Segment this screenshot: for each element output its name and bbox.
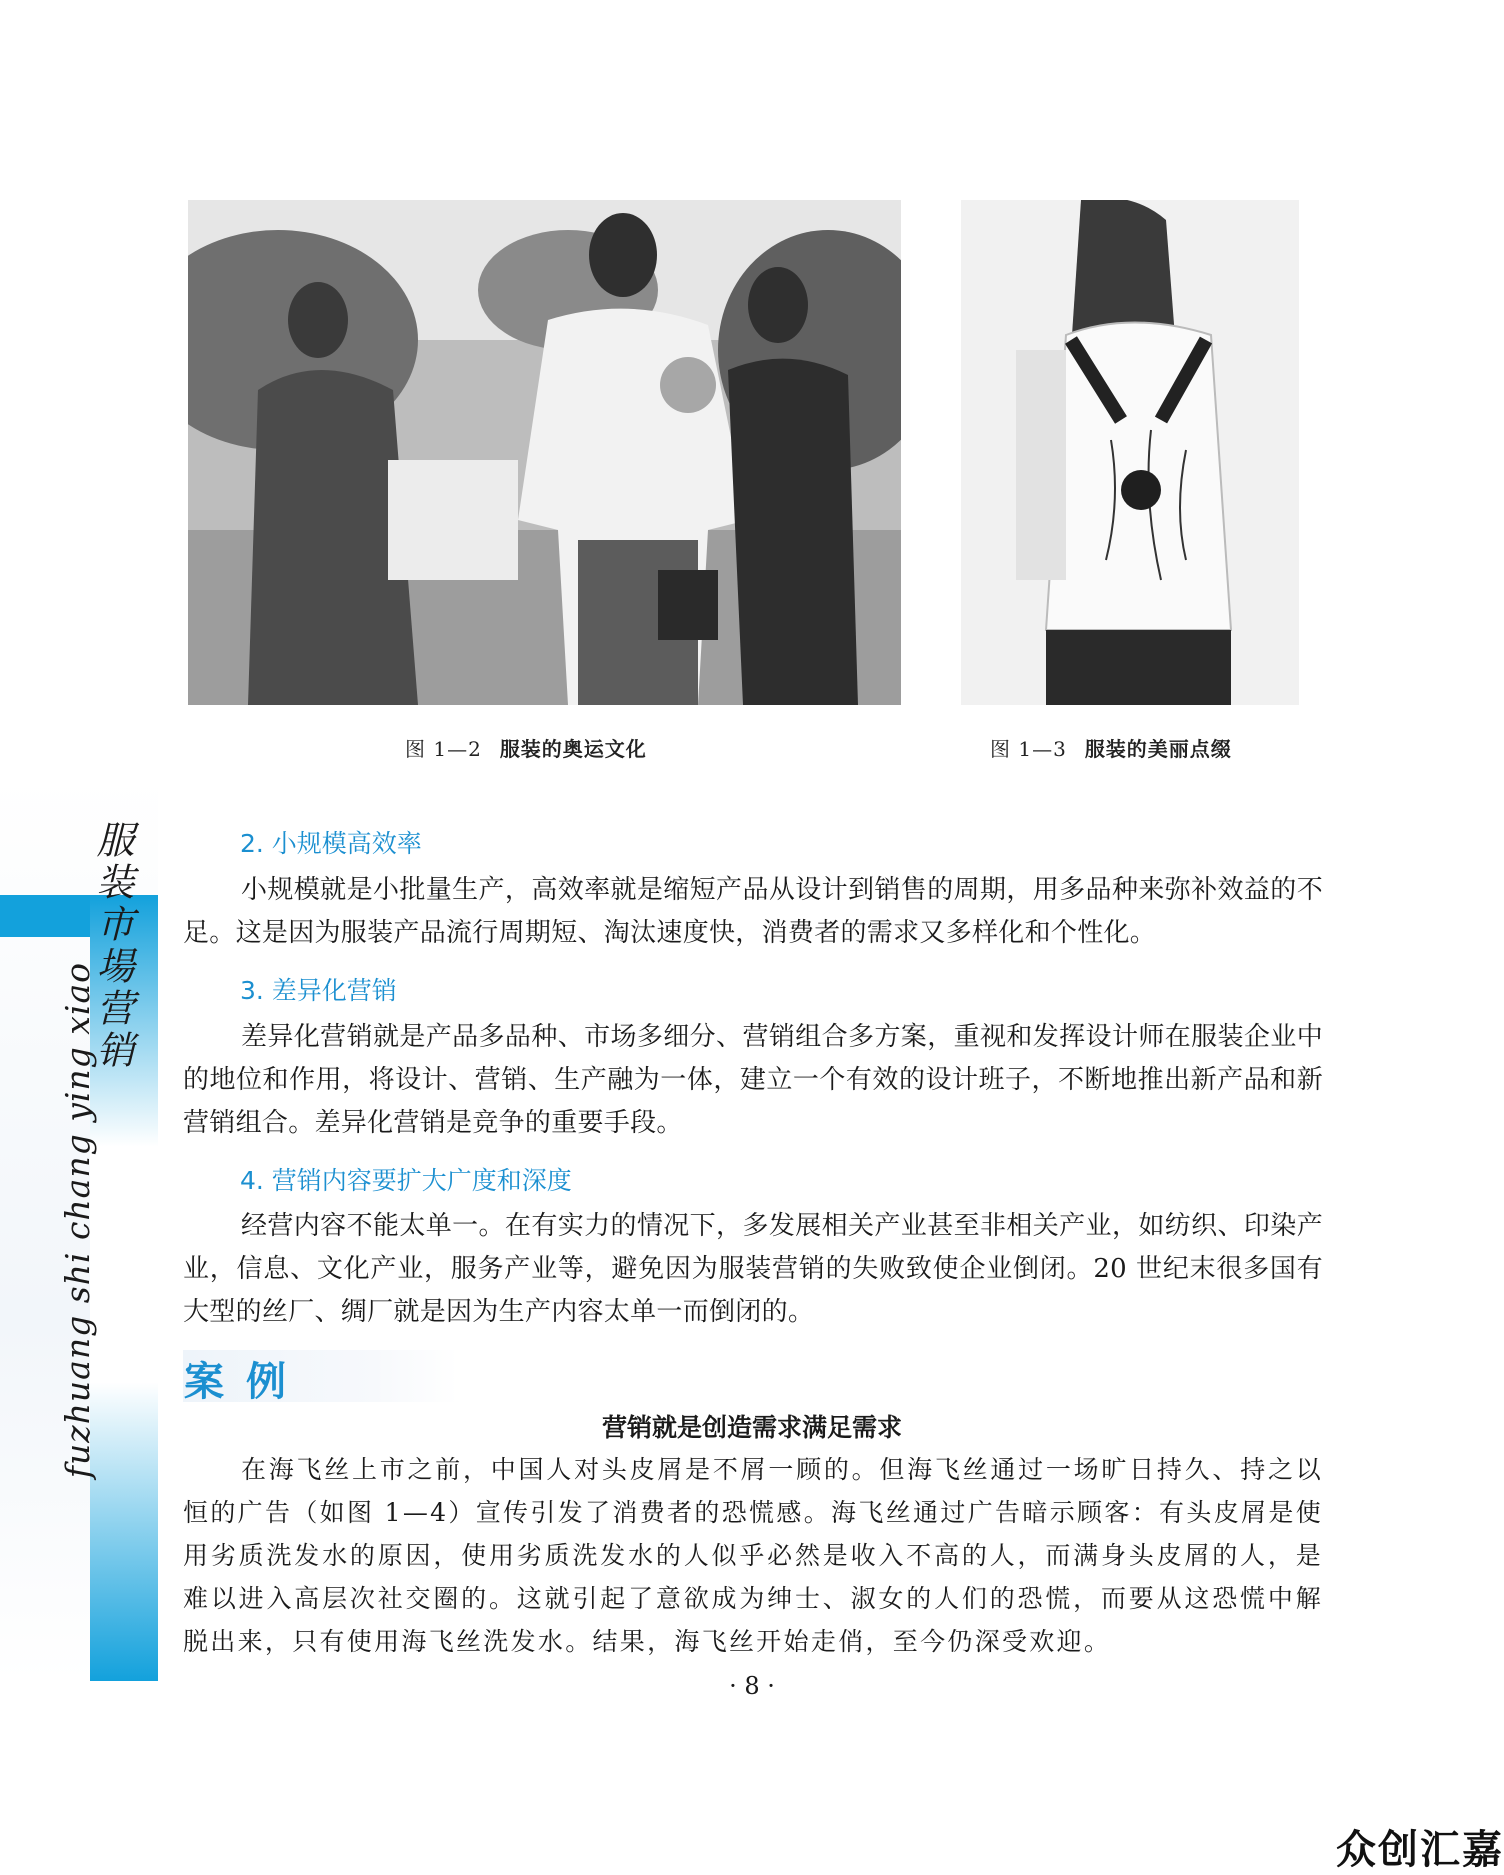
figure-number: 图 1—3 (990, 737, 1067, 761)
book-title-vertical: 服装市場营销 (90, 820, 134, 1072)
section-paragraph: 经营内容不能太单一。在有实力的情况下，多发展相关产业甚至非相关产业，如纺织、印染产业，信息、文化产业，服务产业等，避免因为服装营销的失败致使企业倒闭。20 世纪末很多国有大型的丝厂、绸厂就是因为生产内容太单一而倒闭的。 (183, 1211, 1323, 1327)
section-paragraph: 小规模就是小批量生产，高效率就是缩短产品从设计到销售的周期，用多品种来弥补效益的不足。这是因为服装产品流行周期短、淘汰速度快，消费者的需求又多样化和个性化。 (183, 875, 1323, 948)
case-paragraph: 在海飞丝上市之前，中国人对头皮屑是不屑一顾的。但海飞丝通过一场旷日持久、持之以恒的广告（如图 1—4）宣传引发了消费者的恐慌感。海飞丝通过广告暗示顾客：有头皮屑是使用劣质洗发水的原因，使用劣质洗发水的人似乎必然是收入不高的人，而满身头皮屑的人，是难以进入高层次社交圈的。这就引起了意欲成为绅士、淑女的人们的恐慌，而要从这恐慌中解脱出来，只有使用海飞丝洗发水。结果，海飞丝开始走俏，至今仍深受欢迎。 (183, 1455, 1323, 1656)
olympic-tshirt-street-scene-photo (188, 200, 901, 705)
case-subtitle: 营销就是创造需求满足需求 (601, 1413, 902, 1442)
figure-caption (990, 733, 1232, 762)
case-label: 案例 (184, 1359, 308, 1405)
figure-number: 图 1—2 (405, 737, 482, 761)
figure-title: 服装的美丽点缀 (1084, 737, 1232, 761)
section-heading: 4. 营销内容要扩大广度和深度 (240, 1166, 572, 1195)
figure-title: 服装的奥运文化 (499, 737, 647, 761)
watermark-logo: 众创汇嘉 (1336, 1827, 1504, 1873)
section-heading: 3. 差异化营销 (240, 976, 397, 1005)
page-number: · 8 · (729, 1672, 775, 1700)
printed-dress-back-view-photo (961, 200, 1299, 705)
book-title-pinyin: fuzhuang shi chang ying xiao (58, 962, 97, 1479)
section-heading: 2. 小规模高效率 (240, 829, 422, 858)
section-paragraph: 差异化营销就是产品多品种、市场多细分、营销组合多方案，重视和发挥设计师在服装企业中的地位和作用，将设计、营销、生产融为一体，建立一个有效的设计班子，不断地推出新产品和新营销组合。差异化营销是竞争的重要手段。 (183, 1022, 1323, 1138)
figure-caption (405, 733, 647, 762)
